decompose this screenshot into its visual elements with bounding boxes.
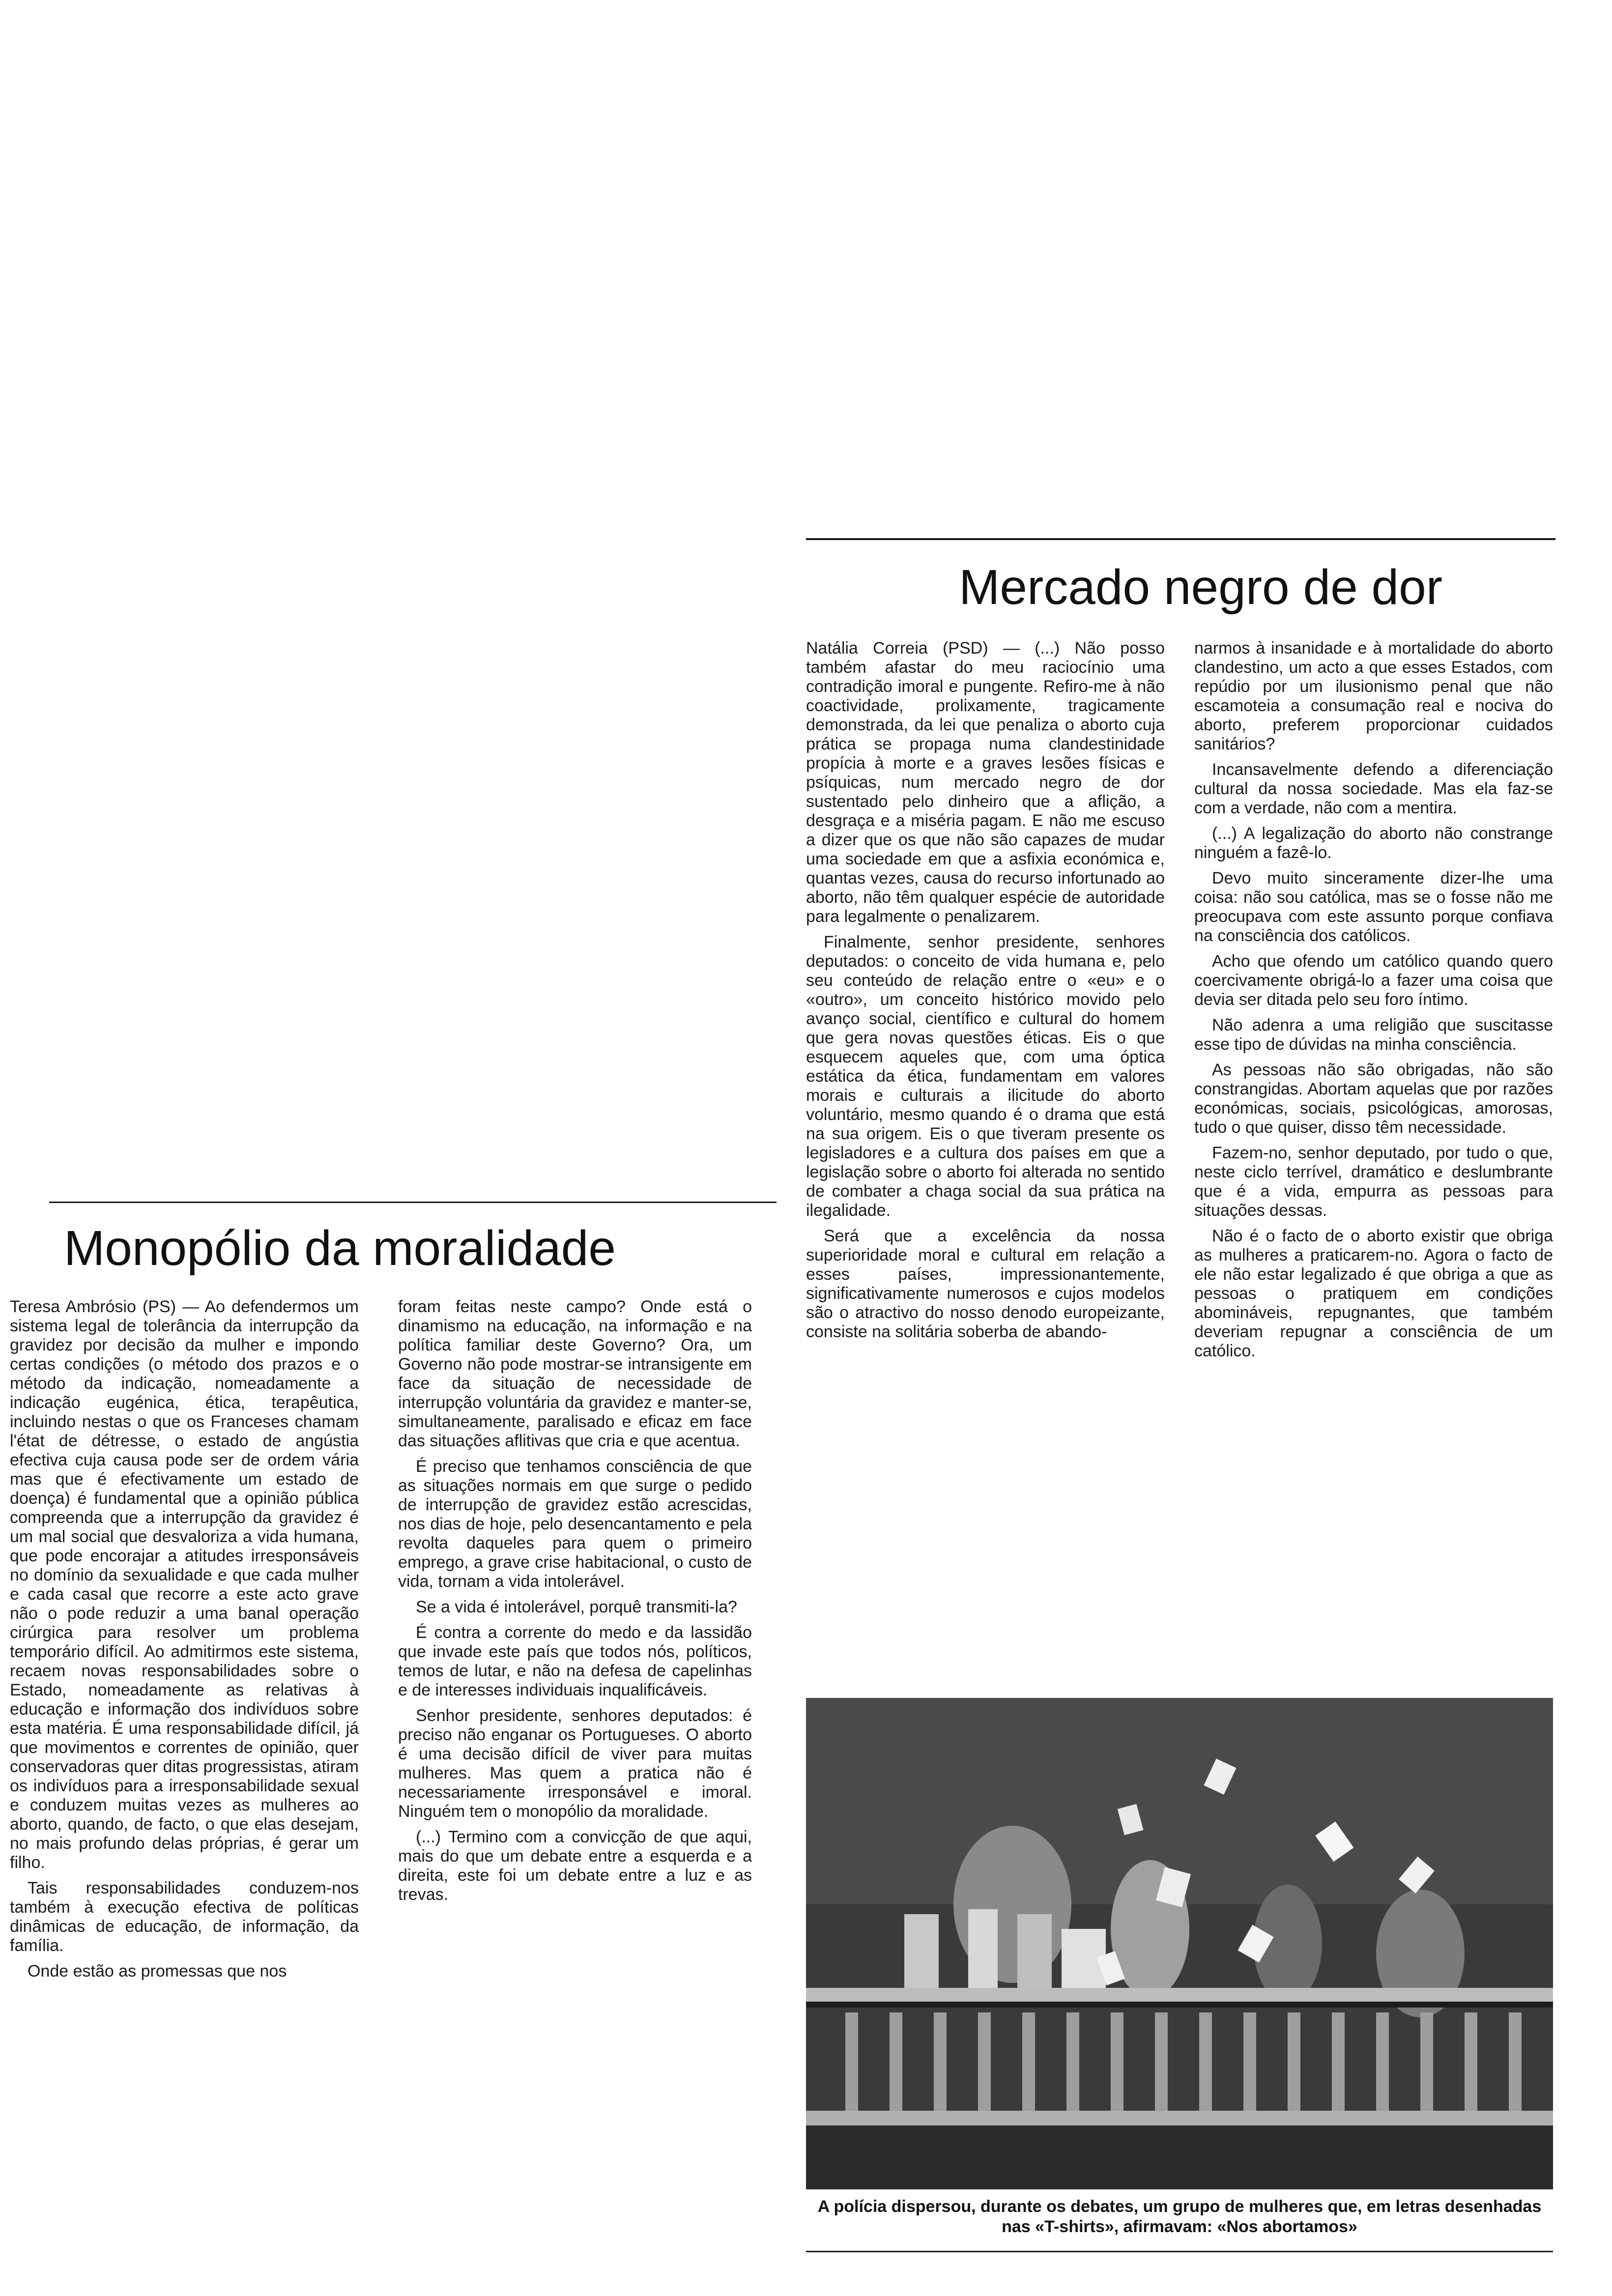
paragraph: Será que a excelência da nossa superioridade moral e cultural em relação a esses países, impressionantemente, significativamente numerosos e cujos modelos são o atractivo do nosso denodo europeizante, consiste na solitária soberba de abando- — [806, 1227, 1165, 1341]
paragraph: Devo muito sinceramente dizer-lhe uma coisa: não sou católica, mas se o fosse não me preocupava com este assunto porque confiava na consciência dos católicos. — [1194, 869, 1553, 945]
mercado-column-2 — [1194, 639, 1553, 1367]
top-rule — [806, 538, 1555, 540]
paragraph: narmos à insanidade e à mortalidade do aborto clandestino, um acto a que esses Estados, com repúdio por um ilusionismo penal que não escamoteia a consumação real e nociva do aborto, preferem proporcionar cuidados sanitários? — [1194, 639, 1553, 753]
paragraph: Se a vida é intolerável, porquê transmiti-la? — [416, 1598, 737, 1616]
left-rule — [49, 1202, 777, 1203]
paragraph: Não é o facto de o aborto existir que obriga as mulheres a praticarem-no. Agora o facto de ele não estar legalizado é que obriga a que as pessoas o pratiquem em condições abomináveis, repugnantes, que também deveriam repugnar a consciência de um católico. — [1194, 1227, 1553, 1360]
headline-monopolio: Monopólio da moralidade — [64, 1221, 616, 1276]
photo-illustration — [806, 1698, 1553, 2189]
paragraph: Tais responsabilidades conduzem-nos também à execução efectiva de políticas dinâmicas de educação, de informação, da família. — [10, 1879, 359, 1955]
paragraph: Natália Correia (PSD) — (...) Não posso também afastar do meu raciocínio uma contradição imoral e pungente. Refiro-me à não coactividade, prolixamente, tragicamente demonstrada, da lei que penaliza o aborto cuja prática se propaga numa clandestinidade propícia à morte e a graves lesões físicas e psíquicas, num mercado negro de dor sustentado pelo dinheiro que a aflição, a desgraça e a miséria pagam. E não me escuso a dizer que os que não são capazes de mudar uma sociedade em que a asfixia económica e, quantas vezes, causa do recurso infortunado ao aborto, não têm qualquer espécie de autoridade para legalmente o penalizarem. — [806, 639, 1165, 926]
paragraph: (...) A legalização do aborto não constrange ninguém a fazê-lo. — [1194, 824, 1553, 862]
paragraph: Fazem-no, senhor deputado, por tudo o que, neste ciclo terrível, dramático e deslumbrante que é a vida, empurra as pessoas para situações dessas. — [1194, 1144, 1553, 1220]
bottom-rule — [806, 2251, 1553, 2252]
news-photo — [806, 1698, 1553, 2189]
paragraph: Onde estão as promessas que nos — [28, 1962, 287, 1980]
paragraph: É preciso que tenhamos consciência de que as situações normais em que surge o pedido de interrupção de gravidez estão acrescidas, nos dias de hoje, pelo desencantamento e pela revolta daqueles para quem o primeiro emprego, a grave crise habitacional, o custo de vida, tornam a vida intolerável. — [398, 1457, 752, 1591]
paragraph: As pessoas não são obrigadas, não são constrangidas. Abortam aquelas que por razões económicas, sociais, psicológicas, amorosas, tudo o que quiser, disso têm necessidade. — [1194, 1061, 1553, 1137]
paragraph: Teresa Ambrósio (PS) — Ao defendermos um sistema legal de tolerância da interrupção da gravidez por decisão da mulher e impondo certas condições (o método dos prazos e o método da indicação, nomeadamente a indicação eugénica, ética, terapêutica, incluindo nestas o que os Franceses chamam l'état de détresse, o estado de angústia efectiva cuja causa pode ser de ordem vária mas que é efectivamente um estado de doença) é fundamental que a opinião pública compreenda que a interrupção da gravidez é um mal social que desvaloriza a vida humana, que pode encorajar a atitudes irresponsáveis no domínio da sexualidade e que cada mulher e cada casal que recorre a este acto grave não o pode reduzir a uma banal operação cirúrgica para resolver um problema temporário difícil. Ao admitirmos este sistema, recaem novas responsabilidades sobre o Estado, nomeadamente as relativas à educação e informação dos indivíduos sobre esta matéria. É uma responsabilidade difícil, já que movimentos e correntes de opinião, quer conservadoras quer ditas progressistas, atiram os indivíduos para a irresponsabilidade sexual e conduzem muitas vezes as mulheres ao aborto, quando, de facto, o que elas desejam, no mais profundo delas próprias, é gerar um filho. — [10, 1297, 359, 1872]
paragraph: (...) Termino com a convicção de que aqui, mais do que um debate entre a esquerda e a direita, este foi um debate entre a luz e as trevas. — [398, 1828, 752, 1904]
paragraph: Senhor presidente, senhores deputados: é preciso não enganar os Portugueses. O aborto é uma decisão difícil de viver para muitas mulheres. Mas quem a pratica não é necessariamente irresponsável e imoral. Ninguém tem o monopólio da moralidade. — [398, 1706, 752, 1821]
monopolio-column-2 — [398, 1297, 752, 1911]
mercado-column-1 — [806, 639, 1165, 1348]
paragraph: Acho que ofendo um católico quando quero coercivamente obrigá-lo a fazer uma coisa que devia ser ditada pelo seu foro íntimo. — [1194, 952, 1553, 1009]
monopolio-column-1 — [10, 1297, 359, 1987]
headline-mercado: Mercado negro de dor — [959, 560, 1442, 615]
paragraph: foram feitas neste campo? Onde está o dinamismo na educação, na informação e na política familiar deste Governo? Ora, um Governo não pode mostrar-se intransigente em face da situação de necessidade de interrupção voluntária da gravidez e manter-se, simultaneamente, paralisado e eficaz em face das situações aflitivas que cria e que acentua. — [398, 1297, 752, 1450]
photo-caption: A polícia dispersou, durante os debates, um grupo de mulheres que, em letras desenhadas nas «T-shirts», afirmavam: «Nos abortamos» — [817, 2197, 1542, 2236]
paragraph: Não adenra a uma religião que suscitasse esse tipo de dúvidas na minha consciência. — [1194, 1016, 1553, 1054]
paragraph: Finalmente, senhor presidente, senhores deputados: o conceito de vida humana e, pelo seu conteúdo de relação entre o «eu» e o «outro», um conceito histórico movido pelo avanço social, científico e cultural do homem que gera novas questões éticas. Eis o que esquecem aqueles que, com uma óptica estática da ética, fundamentam em valores morais e culturais a ilicitude do aborto voluntário, mesmo quando é o drama que está na sua origem. Eis o que tiveram presente os legisladores e a cultura dos países em que a legislação sobre o aborto foi alterada no sentido de combater a chaga social da sua prática na ilegalidade. — [806, 933, 1165, 1220]
paragraph: Incansavelmente defendo a diferenciação cultural da nossa sociedade. Mas ela faz-se com a verdade, não com a mentira. — [1194, 760, 1553, 817]
paragraph: É contra a corrente do medo e da lassidão que invade este país que todos nós, políticos, temos de lutar, e não na defesa de capelinhas e de interesses individuais inqualificáveis. — [398, 1623, 752, 1699]
